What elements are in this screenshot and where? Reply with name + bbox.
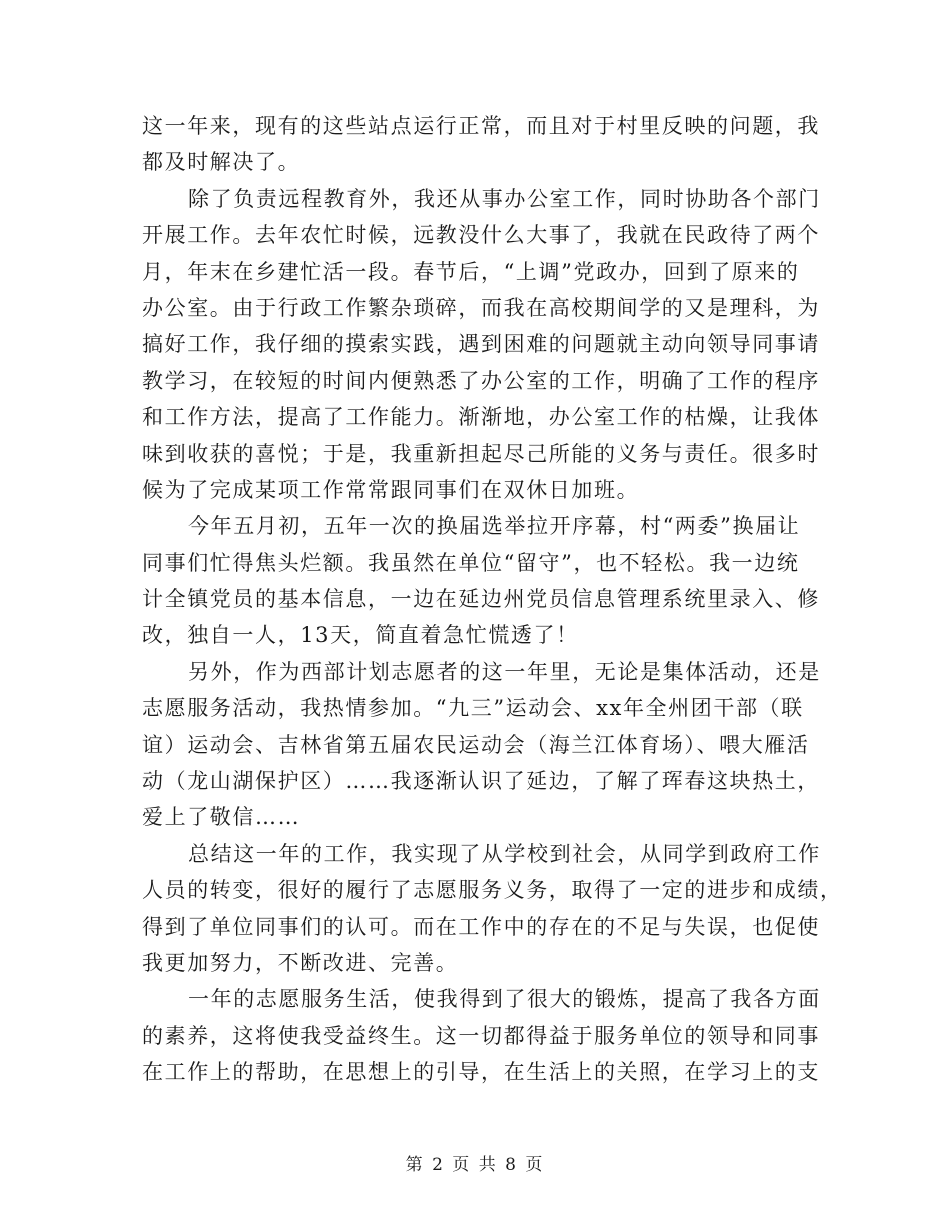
text-line: 这一年来，现有的这些站点运行正常，而且对于村里反映的问题，我 [142, 114, 820, 138]
text-line: 开展工作。去年农忙时候，远教没什么大事了，我就在民政待了两个 [142, 223, 820, 248]
text-line: 和工作方法，提高了工作能力。渐渐地，办公室工作的枯燥，让我体 [142, 405, 820, 430]
text-line: 改，独自一人，13天，简直着急忙慌透了！ [142, 623, 579, 648]
text-line: 办公室。由于行政工作繁杂琐碎，而我在高校期间学的又是理科，为 [142, 295, 820, 320]
text-line: 动（龙山湖保护区）……我逐渐认识了延边，了解了珲春这块热土， [142, 769, 820, 794]
text-line: 的素养，这将使我受益终生。这一切都得益于服务单位的领导和同事 [142, 1023, 820, 1048]
paragraph-start-line: 除了负责远程教育外，我还从事办公室工作，同时协助各个部门 [188, 186, 821, 211]
text-line: 谊）运动会、吉林省第五届农民运动会（海兰江体育场）、喂大雁活 [142, 732, 810, 757]
page-footer [0, 1150, 950, 1175]
paragraph-start-line: 今年五月初，五年一次的换届选举拉开序幕，村“两委”换届让 [188, 514, 801, 539]
paragraph-start-line: 总结这一年的工作，我实现了从学校到社会，从同学到政府工作 [188, 841, 821, 866]
text-line: 候为了完成某项工作常常跟同事们在双休日加班。 [142, 477, 640, 502]
text-line: 教学习，在较短的时间内便熟悉了办公室的工作，明确了工作的程序 [142, 368, 820, 393]
text-line: 得到了单位同事们的认可。而在工作中的存在的不足与失误，也促使 [142, 914, 820, 939]
text-line: 爱上了敬信…… [142, 805, 301, 830]
text-line: 在工作上的帮助，在思想上的引导，在生活上的关照，在学习上的支 [142, 1060, 820, 1085]
text-line: 都及时解决了。 [142, 150, 301, 175]
text-line: 月，年末在乡建忙活一段。春节后，“上调”党政办，回到了原来的 [142, 259, 800, 284]
paragraph-start-line: 一年的志愿服务生活，使我得到了很大的锻炼，提高了我各方面 [188, 987, 821, 1012]
text-line: 味到收获的喜悦；于是，我重新担起尽己所能的义务与责任。很多时 [142, 441, 820, 466]
page-number-label: 第 2 页 共 8 页 [405, 1155, 545, 1175]
text-line: 人员的转变，很好的履行了志愿服务义务，取得了一定的进步和成绩， [142, 878, 843, 903]
document-body [142, 108, 843, 1091]
text-line: 志愿服务活动，我热情参加。“九三”运动会、xx年全州团干部（联 [142, 696, 804, 721]
text-line: 计全镇党员的基本信息，一边在延边州党员信息管理系统里录入、修 [142, 587, 820, 612]
text-line: 同事们忙得焦头烂额。我虽然在单位“留守”，也不轻松。我一边统 [142, 550, 800, 575]
text-line: 我更加努力，不断改进、完善。 [142, 950, 459, 975]
text-line: 搞好工作，我仔细的摸索实践，遇到困难的问题就主动向领导同事请 [142, 332, 820, 357]
paragraph-start-line: 另外，作为西部计划志愿者的这一年里，无论是集体活动，还是 [188, 659, 821, 684]
